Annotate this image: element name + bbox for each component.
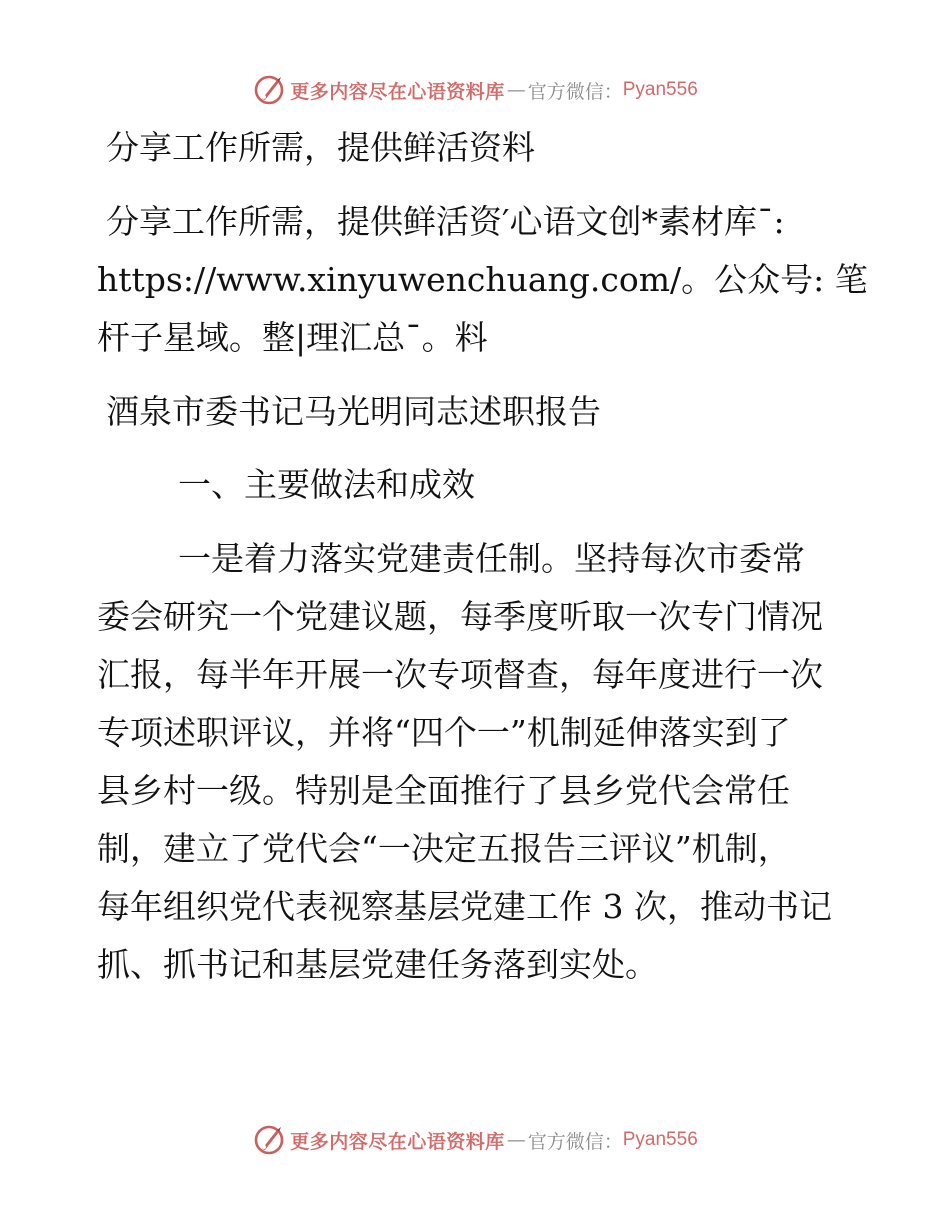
watermark-main-text: 更多内容尽在心语资料库 [290, 80, 505, 103]
paragraph-line: 每年组织党代表视察基层党建工作 3 次，推动书记 [97, 887, 832, 926]
watermark-account: Pyan556 [622, 1129, 698, 1150]
quill-pen-logo-icon [252, 1123, 286, 1157]
section-heading: 一、主要做法和成效 [178, 465, 475, 504]
watermark-separator: — [506, 1129, 526, 1151]
paragraph-line: 一是着力落实党建责任制。坚持每次市委常 [178, 539, 805, 578]
notice-line-2: https://www.xinyuwenchuang.com/。公众号: 笔 [97, 260, 868, 299]
paragraph-line: 委会研究一个党建议题，每季度听取一次专门情况 [97, 597, 823, 636]
paragraph-line: 抓、抓书记和基层党建任务落到实处。 [97, 945, 658, 984]
paragraph-line: 制，建立了党代会“一决定五报告三评议”机制， [97, 829, 791, 868]
watermark-sub-text: 官方微信： [527, 1130, 623, 1153]
notice-line-3: 杆子星域。整|理汇总¯。料 [97, 318, 488, 357]
notice-line-1: 分享工作所需，提供鲜活资′心语文创*素材库¯: [106, 202, 785, 241]
watermark-main-text: 更多内容尽在心语资料库 [290, 1130, 505, 1153]
watermark-text [290, 77, 698, 104]
document-title: 酒泉市委书记马光明同志述职报告 [106, 392, 601, 431]
watermark-banner-bottom [0, 1120, 950, 1160]
paragraph-line: 汇报，每半年开展一次专项督查，每年度进行一次 [97, 655, 823, 694]
paragraph-line: 县乡村一级。特别是全面推行了县乡党代会常任 [97, 771, 790, 810]
watermark-separator: — [506, 79, 526, 101]
intro-line: 分享工作所需，提供鲜活资料 [106, 128, 535, 167]
paragraph-line: 专项述职评议，并将“四个一”机制延伸落实到了 [97, 713, 791, 752]
watermark-account: Pyan556 [622, 79, 698, 100]
watermark-banner-top [0, 70, 950, 110]
watermark-text [290, 1127, 698, 1154]
quill-pen-logo-icon [252, 73, 286, 107]
watermark-sub-text: 官方微信： [527, 80, 623, 103]
